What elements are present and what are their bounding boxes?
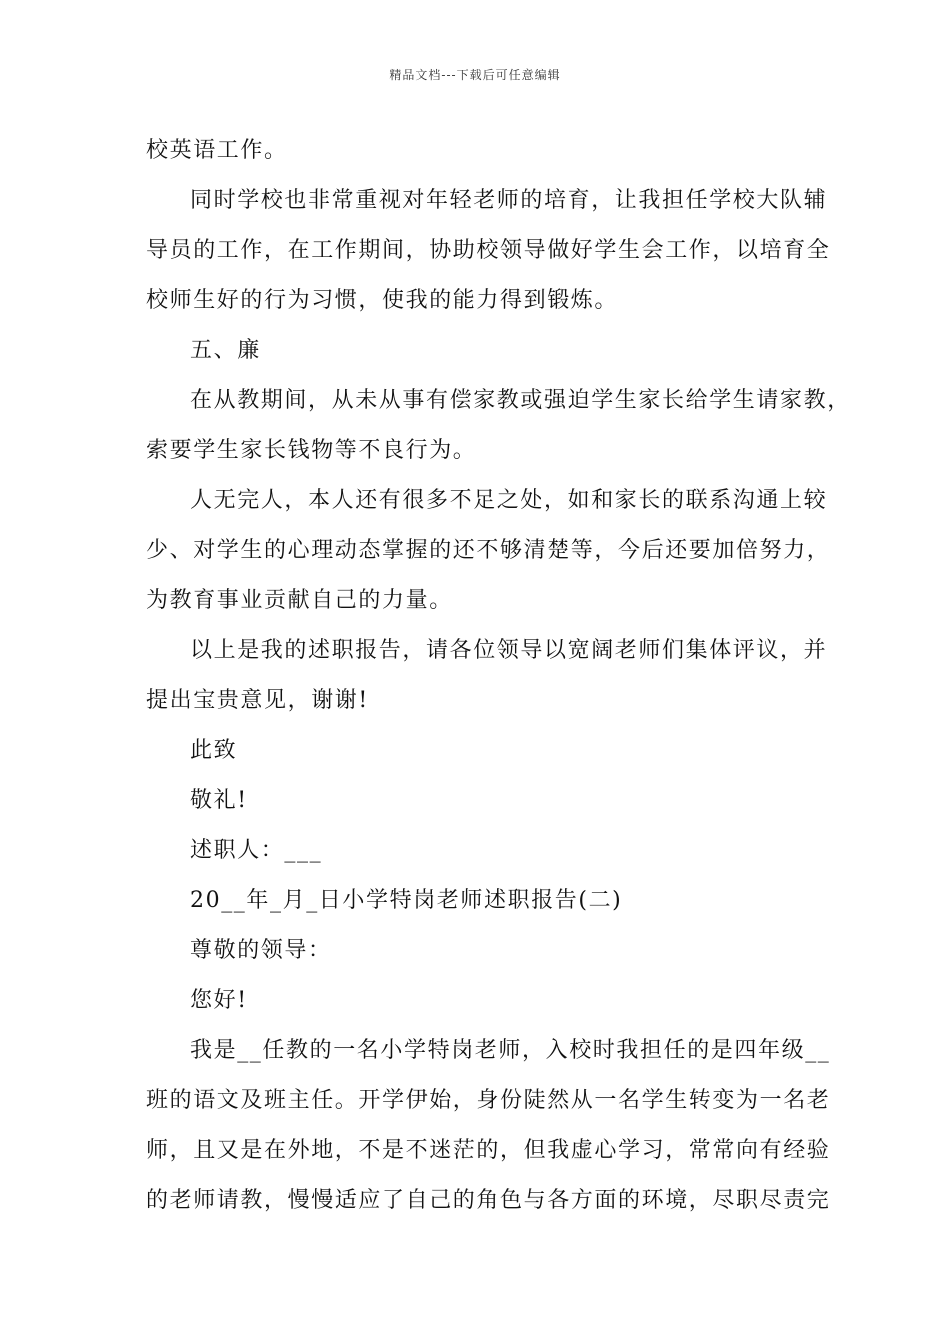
page-header: 精品文档---下载后可任意编辑 [389, 68, 561, 82]
text-line: 导员的工作，在工作期间，协助校领导做好学生会工作，以培育全 [146, 238, 831, 263]
text-line: 校英语工作。 [146, 138, 288, 163]
text-line: 班的语文及班主任。开学伊始，身份陡然从一名学生转变为一名老 [146, 1088, 831, 1113]
text-line: 索要学生家长钱物等不良行为。 [146, 438, 477, 463]
text-line: 的老师请教，慢慢适应了自己的角色与各方面的环境，尽职尽责完 [146, 1188, 831, 1213]
signature-line: 述职人：___ [190, 838, 323, 863]
text-line: 提出宝贵意见，谢谢! [146, 688, 369, 713]
salutation: 尊敬的领导： [190, 938, 332, 963]
text-line: 少、对学生的心理动态掌握的还不够清楚等，今后还要加倍努力， [146, 538, 831, 563]
section-heading: 五、廉 [190, 338, 261, 363]
text-line: 为教育事业贡献自己的力量。 [146, 588, 453, 613]
closing-line: 此致 [190, 738, 238, 763]
text-line: 校师生好的行为习惯，使我的能力得到锻炼。 [146, 288, 619, 313]
text-line: 师，且又是在外地，不是不迷茫的，但我虚心学习，常常向有经验 [146, 1138, 831, 1163]
report-title: 20__年_月_日小学特岗老师述职报告(二) [190, 888, 623, 913]
text-line: 同时学校也非常重视对年轻老师的培育，让我担任学校大队辅 [190, 188, 828, 213]
text-line: 人无完人，本人还有很多不足之处，如和家长的联系沟通上较 [190, 488, 828, 513]
greeting: 您好! [190, 988, 248, 1013]
closing-line: 敬礼! [190, 788, 248, 813]
text-line: 以上是我的述职报告，请各位领导以宽阔老师们集体评议，并 [190, 638, 828, 663]
text-line: 在从教期间，从未从事有偿家教或强迫学生家长给学生请家教， [190, 388, 851, 413]
text-line: 我是__任教的一名小学特岗老师，入校时我担任的是四年级__ [190, 1038, 831, 1063]
